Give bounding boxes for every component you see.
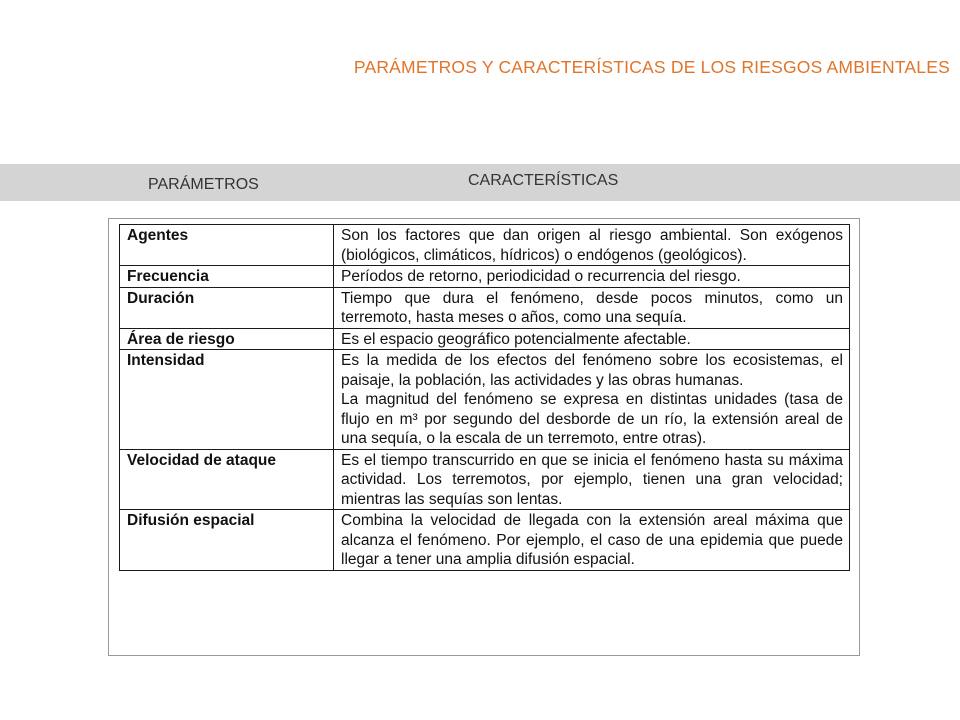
description-paragraph: Son los factores que dan origen al riesgo ambiental. Son exógenos (biológicos, climáticos, hídricos) o endógenos (geológicos). [341, 227, 843, 264]
table-row [120, 225, 850, 266]
parameter-cell: Agentes [120, 225, 334, 266]
description-paragraph: Combina la velocidad de llegada con la extensión areal máxima que alcanza el fenómeno. Por ejemplo, el caso de una epidemia que puede llegar a tener una amplia difusión espacial. [341, 512, 843, 568]
slide-title: PARÁMETROS Y CARACTERÍSTICAS DE LOS RIESGOS AMBIENTALES [353, 57, 950, 77]
table-row [120, 510, 850, 571]
parameter-cell: Duración [120, 287, 334, 328]
description-cell [334, 328, 850, 350]
parameter-cell: Intensidad [120, 350, 334, 450]
table-body [120, 225, 850, 571]
description-paragraph: Tiempo que dura el fenómeno, desde pocos minutos, como un terremoto, hasta meses o años, como una sequía. [341, 289, 843, 326]
parameters-column-header: PARÁMETROS [148, 176, 259, 193]
description-cell [334, 287, 850, 328]
table-row [120, 287, 850, 328]
parameter-cell: Velocidad de ataque [120, 449, 334, 510]
description-paragraph: Períodos de retorno, periodicidad o recurrencia del riesgo. [341, 268, 741, 285]
description-cell [334, 225, 850, 266]
description-cell [334, 266, 850, 288]
description-paragraph: Es el espacio geográfico potencialmente afectable. [341, 330, 691, 348]
parameter-cell: Difusión espacial [120, 510, 334, 571]
description-paragraph: Es el tiempo transcurrido en que se inicia el fenómeno hasta su máxima actividad. Los terremotos, por ejemplo, tienen una gran velocidad; mientras las sequías son lentas. [341, 451, 843, 508]
description-cell [334, 449, 850, 510]
description-paragraph: La magnitud del fenómeno se expresa en distintas unidades (tasa de flujo en m³ por segundo del desborde de un río, la extensión areal de una sequía, o la escala de un terremoto, entre otras). [341, 391, 843, 447]
parameter-cell: Área de riesgo [120, 328, 334, 350]
table-row [120, 266, 850, 288]
description-paragraph: Es la medida de los efectos del fenómeno sobre los ecosistemas, el paisaje, la población, las actividades y las obras humanas. [341, 352, 843, 389]
table-row [120, 449, 850, 510]
description-cell [334, 350, 850, 450]
description-cell [334, 510, 850, 571]
table-image-frame [108, 218, 860, 656]
characteristics-column-header: CARACTERÍSTICAS [468, 172, 619, 189]
risk-parameters-table [119, 224, 850, 571]
parameter-cell: Frecuencia [120, 266, 334, 288]
table-row [120, 328, 850, 350]
table-row [120, 350, 850, 450]
